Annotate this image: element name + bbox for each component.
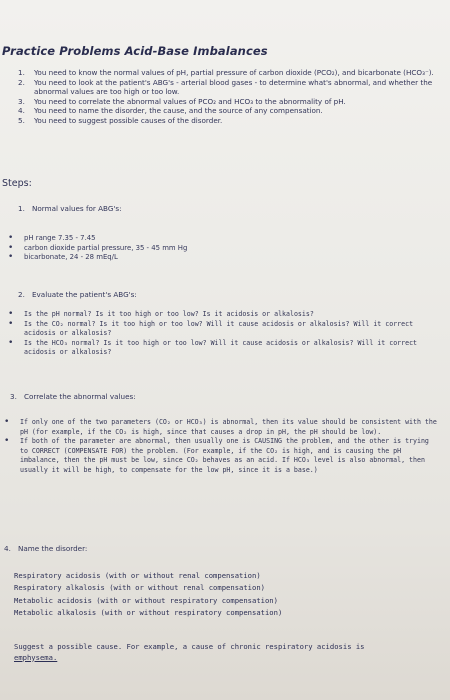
- item-text: You need to correlate the abnormal values of PCO₂ and HCO₃ to the abnormality of pH.: [34, 96, 346, 106]
- list-item: [18, 106, 438, 116]
- objectives-list: [18, 68, 438, 126]
- item-text: bicarbonate, 24 - 28 mEq/L: [24, 253, 118, 262]
- item-text: You need to suggest possible causes of the disorder.: [34, 115, 223, 125]
- step-1-list: [8, 234, 428, 263]
- list-item: [8, 339, 440, 358]
- list-item: [18, 68, 438, 78]
- step-title: Name the disorder:: [18, 544, 88, 553]
- list-item: Metabolic acidosis (with or without respiratory compensation): [14, 595, 278, 605]
- list-item: [18, 97, 438, 107]
- step-3-heading: [10, 392, 136, 401]
- item-number: 2.: [18, 77, 25, 87]
- item-text: Is the CO₂ normal? Is it too high or too low? Will it cause acidosis or alkalosis? Will it correct acidosis or alkalosis?: [24, 319, 414, 338]
- bullet-icon: •: [8, 252, 14, 263]
- bullet-icon: •: [4, 417, 10, 427]
- step-3-list: [4, 418, 440, 476]
- list-item: [8, 234, 428, 244]
- step-title: Evaluate the patient's ABG's:: [32, 290, 137, 299]
- item-number: 5.: [18, 115, 25, 125]
- step-number: 1.: [18, 204, 25, 213]
- suggest-text: Suggest a possible cause. For example, a cause of chronic respiratory acidosis is: [14, 642, 365, 651]
- list-item: [8, 310, 440, 320]
- item-text: Is the HCO₃ normal? Is it too high or too low? Will it cause acidosis or alkalosis? Will it correct acidosis or alkalosis?: [24, 338, 418, 357]
- item-number: 4.: [18, 106, 25, 116]
- step-1-heading: [18, 204, 122, 213]
- list-item: [8, 253, 428, 263]
- page-title: Practice Problems Acid-Base Imbalances: [2, 44, 268, 58]
- bullet-icon: •: [8, 242, 14, 253]
- disorder-list: [14, 570, 282, 620]
- list-item: [18, 78, 438, 97]
- bullet-icon: •: [8, 318, 14, 329]
- step-title: Correlate the abnormal values:: [24, 392, 136, 401]
- item-text: carbon dioxide partial pressure, 35 - 45 mm Hg: [24, 243, 188, 252]
- list-item: [4, 437, 440, 475]
- example-term: emphysema.: [14, 652, 58, 662]
- item-text: If both of the parameter are abnormal, then usually one is CAUSING the problem, and the other is trying to CORRECT (COMPENSATE FOR) the problem. (For example, if the CO₂ is high, and is causing the pH imbalance, then the pH must be low, since CO₂ behaves as an acid. If HCO₃ level is also abnormal, then usually it will be high, to compensate for the low pH, since it is a base.): [20, 437, 429, 474]
- item-text: You need to know the normal values of pH, partial pressure of carbon dioxide (PCO₂), and bicarbonate (HCO₃⁻).: [34, 68, 434, 77]
- item-number: 3.: [18, 96, 25, 106]
- steps-heading: Steps:: [2, 178, 32, 189]
- bullet-icon: •: [8, 309, 14, 319]
- list-item: [8, 244, 428, 254]
- item-number: 1.: [18, 68, 25, 77]
- step-number: 2.: [18, 290, 25, 299]
- step-number: 3.: [10, 392, 17, 401]
- bullet-icon: •: [8, 337, 14, 348]
- bullet-icon: •: [8, 233, 14, 243]
- item-text: You need to look at the patient's ABG's - arterial blood gases - to determine what's abnormal, and whether the abnormal values are too high or too low.: [34, 77, 433, 97]
- list-item: Respiratory acidosis (with or without renal compensation): [14, 571, 261, 580]
- item-text: You need to name the disorder, the cause, and the source of any compensation.: [34, 106, 323, 116]
- list-item: Respiratory alkalosis (with or without renal compensation): [14, 583, 265, 593]
- item-text: pH range 7.35 - 7.45: [24, 234, 96, 242]
- item-text: Is the pH normal? Is it too high or too low? Is it acidosis or alkalosis?: [24, 310, 314, 318]
- suggest-cause: [14, 642, 434, 663]
- step-title: Normal values for ABG's:: [32, 204, 122, 213]
- list-item: Metabolic alkalosis (with or without respiratory compensation): [14, 608, 283, 618]
- list-item: [8, 320, 440, 339]
- step-4-heading: [4, 544, 87, 553]
- item-text: If only one of the two parameters (CO₂ or HCO₃) is abnormal, then its value should be consistent with the pH (for example, if the CO₂ is high, since that causes a drop in pH, the pH should be low).: [20, 418, 437, 436]
- list-item: [18, 116, 438, 126]
- step-2-heading: [18, 290, 137, 299]
- step-number: 4.: [4, 544, 11, 553]
- bullet-icon: •: [4, 436, 10, 447]
- step-2-list: [8, 310, 440, 358]
- list-item: [4, 418, 440, 437]
